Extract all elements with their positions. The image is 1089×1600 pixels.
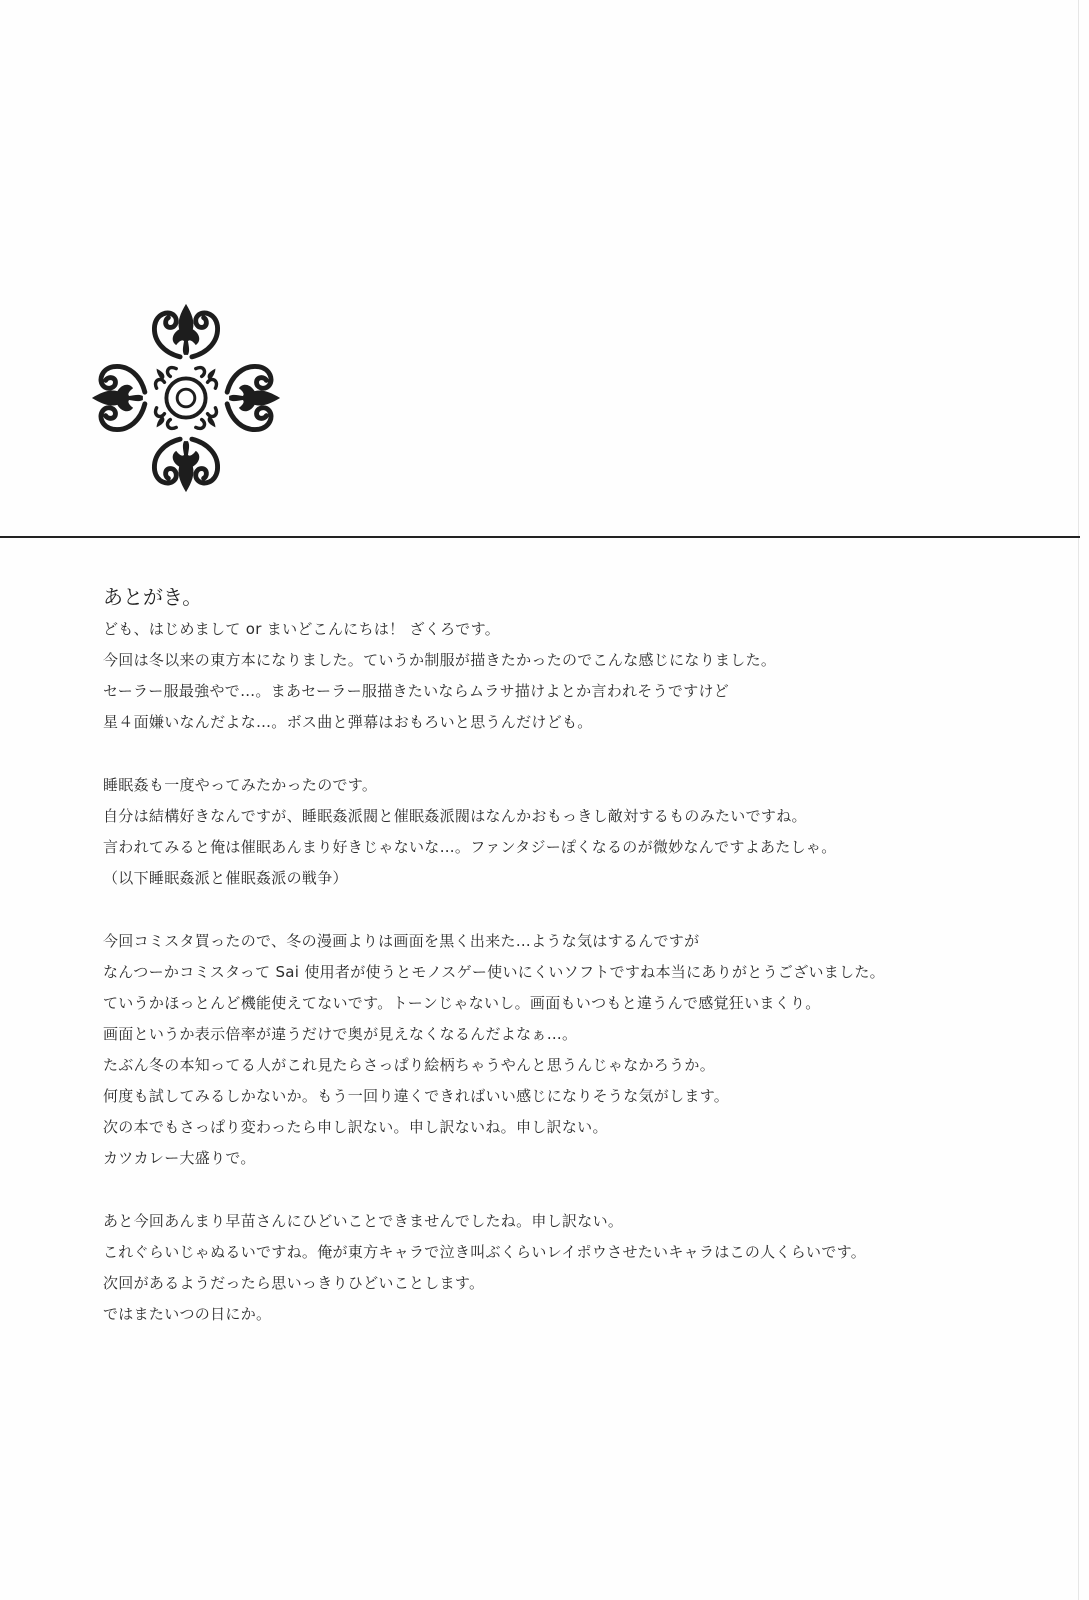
text-line: 今回は冬以来の東方本になりました。ていうか制服が描きたかったのでこんな感じになりました。	[103, 651, 777, 669]
text-line: 星４面嫌いなんだよな…。ボス曲と弾幕はおもろいと思うんだけども。	[103, 713, 593, 731]
page-edge	[1078, 0, 1079, 1600]
text-line: 何度も試してみるしかないか。もう一回り違くできればいい感じになりそうな気がします。	[103, 1087, 730, 1105]
text-line: （以下睡眠姦派と催眠姦派の戦争）	[103, 869, 348, 887]
text-line: カツカレー大盛りで。	[103, 1149, 256, 1167]
text-line: 言われてみると俺は催眠あんまり好きじゃないな…。ファンタジーぽくなるのが微妙なんですよあたしゃ。	[103, 838, 837, 856]
paragraph-software	[103, 926, 1003, 1174]
afterword-title: あとがき。	[103, 585, 203, 609]
paragraph-greeting	[103, 614, 1003, 738]
text-line: 画面というか表示倍率が違うだけで奥が見えなくなるんだよなぁ…。	[103, 1025, 578, 1043]
paragraph-gap	[103, 894, 1003, 926]
paragraph-theme	[103, 770, 1003, 894]
text-line: 今回コミスタ買ったので、冬の漫画よりは画面を黒く出来た…ような気はするんですが	[103, 932, 700, 950]
text-line: なんつーかコミスタって Sai 使用者が使うとモノスゲー使いにくいソフトですね本当にありがとうございました。	[103, 963, 885, 981]
paragraph-closing	[103, 1206, 1003, 1330]
text-line: ども、はじめまして or まいどこんにちは！ ざくろです。	[103, 620, 501, 638]
text-line: 睡眠姦も一度やってみたかったのです。	[103, 776, 378, 794]
text-line: ていうかほっとんど機能使えてないです。トーンじゃないし。画面もいつもと違うんで感覚狂いまくり。	[103, 994, 821, 1012]
text-line: あと今回あんまり早苗さんにひどいことできませんでしたね。申し訳ない。	[103, 1212, 624, 1230]
text-line: たぶん冬の本知ってる人がこれ見たらさっぱり絵柄ちゃうやんと思うんじゃなかろうか。	[103, 1056, 716, 1074]
text-line: ではまたいつの日にか。	[103, 1305, 272, 1323]
text-line: 自分は結構好きなんですが、睡眠姦派閥と催眠姦派閥はなんかおもっきし敵対するものみたいですね。	[103, 807, 807, 825]
text-line: 次の本でもさっぱり変わったら申し訳ない。申し訳ないね。申し訳ない。	[103, 1118, 608, 1136]
text-line: 次回があるようだったら思いっきりひどいことします。	[103, 1274, 485, 1292]
paragraph-gap	[103, 738, 1003, 770]
text-line: これぐらいじゃぬるいですね。俺が東方キャラで泣き叫ぶくらいレイポウさせたいキャラはこの人くらいです。	[103, 1243, 867, 1261]
paragraph-gap	[103, 1174, 1003, 1206]
flourish-cross-ornament-icon	[88, 298, 284, 498]
section-divider	[0, 536, 1080, 538]
afterword-section	[103, 582, 1003, 1330]
text-line: セーラー服最強やで…。まあセーラー服描きたいならムラサ描けよとか言われそうですけど	[103, 682, 730, 700]
